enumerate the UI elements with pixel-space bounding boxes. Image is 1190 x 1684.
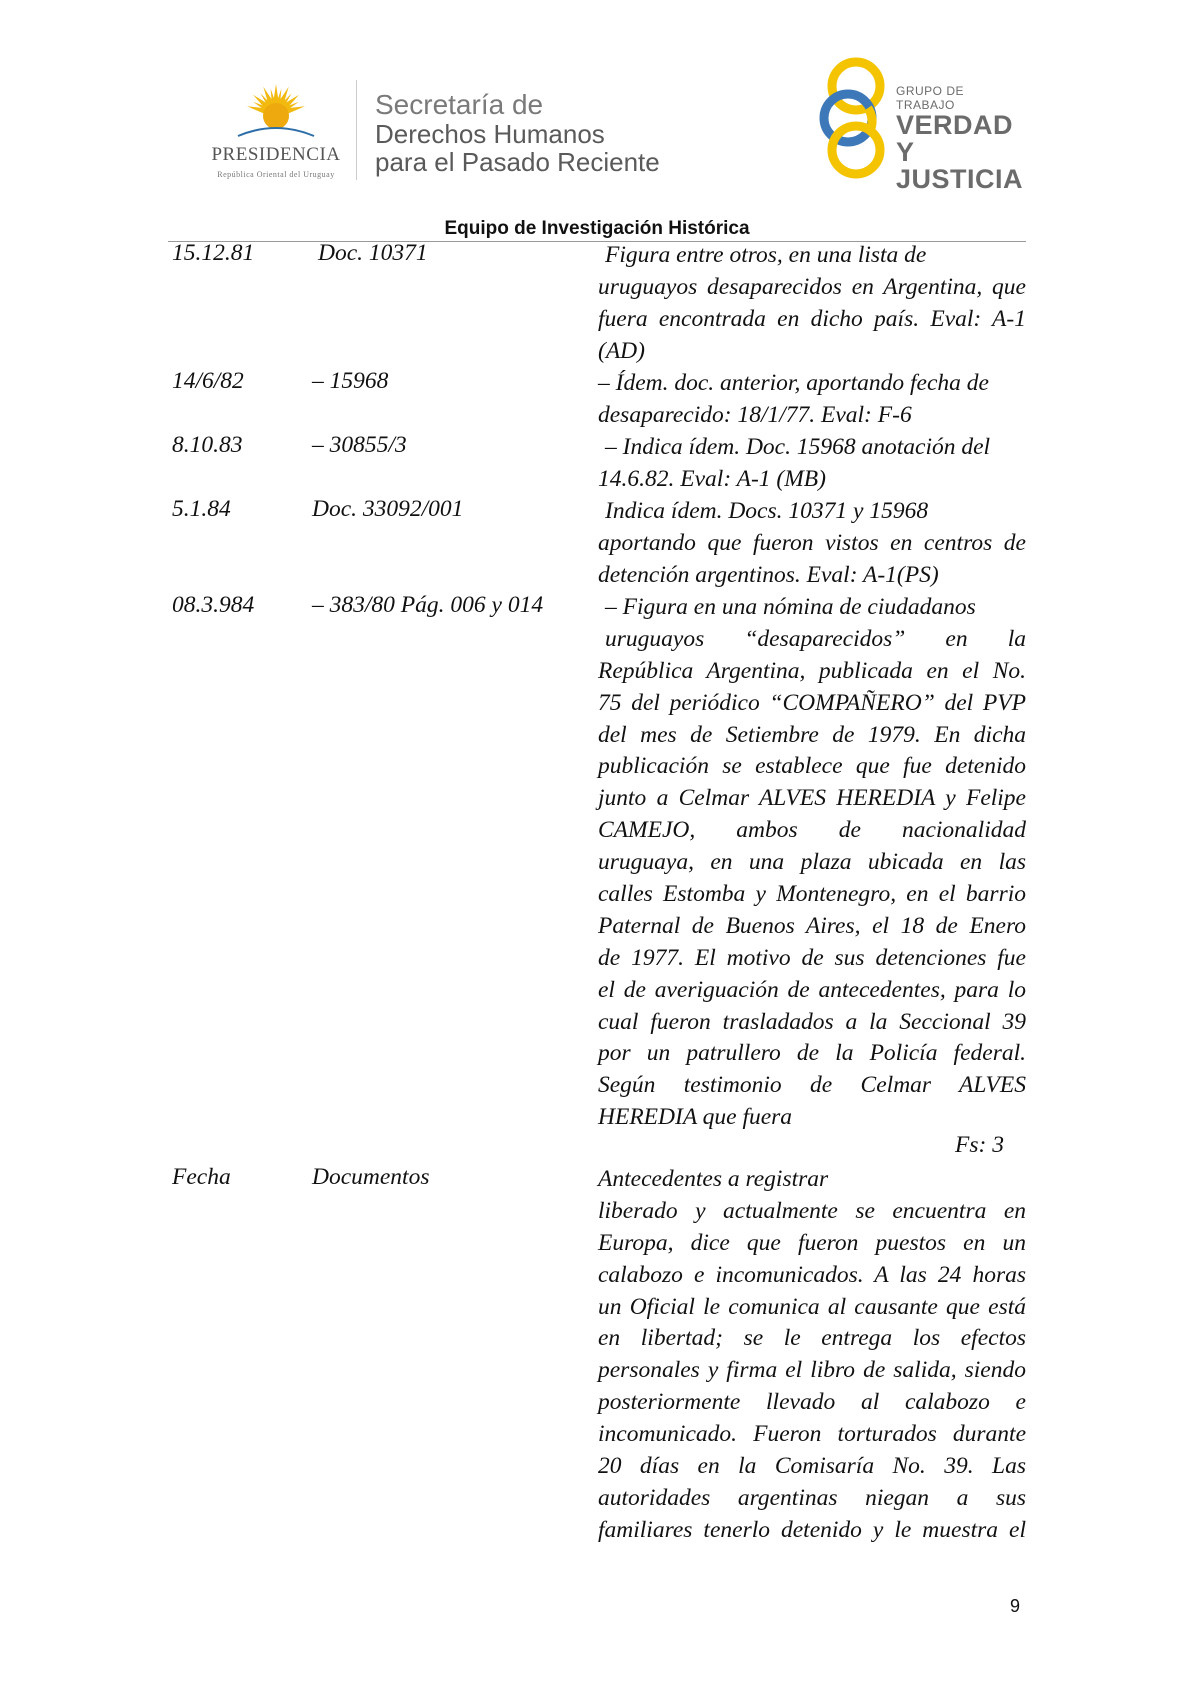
secretaria-line1: Secretaría de	[375, 89, 544, 120]
entry-date: 8.10.83	[172, 432, 243, 458]
gtvj-logo	[818, 56, 1024, 194]
entry-line: Paternal de Buenos Aires, el 18 de Enero	[598, 912, 1026, 939]
entry-line: en libertad; se le entrega los efectos	[598, 1325, 1026, 1352]
entry-line: – Ídem. doc. anterior, aportando fecha de	[598, 370, 989, 396]
entry-text	[598, 592, 1026, 1134]
entry-line: – Indica ídem. Doc. 15968 anotación del	[605, 434, 991, 460]
entry-line: cual fueron trasladados a la Seccional 39	[598, 1008, 1026, 1035]
entry-line: junto a Celmar ALVES HEREDIA y Felipe	[598, 785, 1026, 812]
entry-line: desaparecido: 18/1/77. Eval: F-6	[598, 401, 912, 428]
entry-line: uruguayos “desaparecidos” en la	[605, 625, 1026, 652]
entry-line: incomunicado. Fueron torturados durante	[598, 1421, 1026, 1448]
entry-date: 08.3.984	[172, 592, 255, 618]
entry-line: el de averiguación de antecedentes, para lo	[598, 976, 1026, 1003]
entry-line: 20 días en la Comisaría No. 39. Las	[598, 1453, 1026, 1480]
entry-line: fuera encontrada en dicho país. Eval: A-1	[598, 305, 1026, 332]
entry-text	[598, 368, 1026, 432]
entry-line: (AD)	[598, 337, 645, 364]
entry-text	[598, 240, 1026, 368]
gtvj-rings-icon	[818, 56, 894, 180]
entry-date: 15.12.81	[172, 240, 255, 266]
entry-line: posteriormente llevado al calabozo e	[598, 1389, 1026, 1416]
entry-line: liberado y actualmente se encuentra en	[598, 1197, 1026, 1224]
sun-emblem-icon	[236, 82, 316, 142]
entry-line: Según testimonio de Celmar ALVES	[598, 1072, 1026, 1099]
secretaria-line3: para el Pasado Reciente	[375, 147, 660, 177]
presidencia-subtitle: República Oriental del Uruguay	[217, 170, 335, 179]
entry-line: República Argentina, publicada en el No.	[598, 657, 1026, 684]
entry-doc: – 30855/3	[312, 432, 407, 458]
gtvj-line2: VERDAD Y	[896, 110, 1014, 167]
entry-line: 14.6.82. Eval: A-1 (MB)	[598, 465, 826, 492]
entry-date: 14/6/82	[172, 368, 244, 394]
gtvj-line1: GRUPO DE TRABAJO	[896, 84, 965, 112]
entry-line: uruguayos desaparecidos en Argentina, que	[598, 273, 1026, 300]
entry-line: calabozo e incomunicados. A las 24 horas	[598, 1261, 1026, 1288]
equipo-heading: Equipo de Investigación Histórica	[444, 218, 750, 239]
gtvj-line3: JUSTICIA	[896, 164, 1024, 194]
entry-line: autoridades argentinas niegan a sus	[598, 1484, 1026, 1511]
folio-number: Fs: 3	[955, 1132, 1004, 1158]
entry-date: 5.1.84	[172, 496, 231, 522]
column-header-fecha: Fecha	[172, 1164, 231, 1190]
entry-line: detención argentinos. Eval: A-1(PS)	[598, 561, 939, 588]
page-number: 9	[1010, 1596, 1021, 1616]
entry-line: CAMEJO, ambos de nacionalidad	[598, 817, 1026, 844]
entry-doc: – 15968	[312, 368, 389, 394]
entry-text	[598, 496, 1026, 592]
entry-line: personales y firma el libro de salida, siendo	[598, 1357, 1026, 1384]
entry-line: un Oficial le comunica al causante que está	[598, 1293, 1026, 1320]
entry-line: aportando que fueron vistos en centros de	[598, 529, 1026, 556]
presidencia-name: PRESIDENCIA	[211, 144, 341, 165]
column-header-documentos: Documentos	[312, 1164, 430, 1190]
entry-line: Europa, dice que fueron puestos en un	[598, 1229, 1026, 1256]
column-header-antecedentes: Antecedentes a registrar	[598, 1166, 829, 1192]
entry-line: familiares tenerlo detenido y le muestra el	[598, 1516, 1026, 1543]
entry-line: 75 del periódico “COMPAÑERO” del PVP	[598, 689, 1026, 716]
continuation-text	[598, 1164, 1026, 1547]
gtvj-text	[896, 84, 1023, 193]
entry-line: – Figura en una nómina de ciudadanos	[605, 594, 976, 620]
logo-divider	[356, 80, 357, 180]
entry-line: por un patrullero de la Policía federal.	[598, 1040, 1026, 1067]
entry-line: del mes de Setiembre de 1979. En dicha	[598, 721, 1026, 748]
entry-line: HEREDIA que fuera	[598, 1104, 793, 1131]
entry-doc: Doc. 10371	[318, 240, 428, 266]
presidencia-logo	[196, 82, 356, 182]
entry-line: publicación se establece que fue detenido	[598, 753, 1026, 780]
entry-line: Indica ídem. Docs. 10371 y 15968	[605, 498, 929, 524]
entry-line: Figura entre otros, en una lista de	[605, 242, 927, 268]
secretaria-logo-text	[375, 90, 660, 176]
entry-line: uruguaya, en una plaza ubicada en las	[598, 849, 1026, 876]
entry-doc: – 383/80 Pág. 006 y 014	[312, 592, 544, 618]
entry-text	[598, 432, 1026, 496]
entry-line: calles Estomba y Montenegro, en el barrio	[598, 881, 1026, 908]
entry-doc: Doc. 33092/001	[312, 496, 464, 522]
entry-line: de 1977. El motivo de sus detenciones fue	[598, 944, 1026, 971]
secretaria-line2: Derechos Humanos	[375, 119, 605, 149]
